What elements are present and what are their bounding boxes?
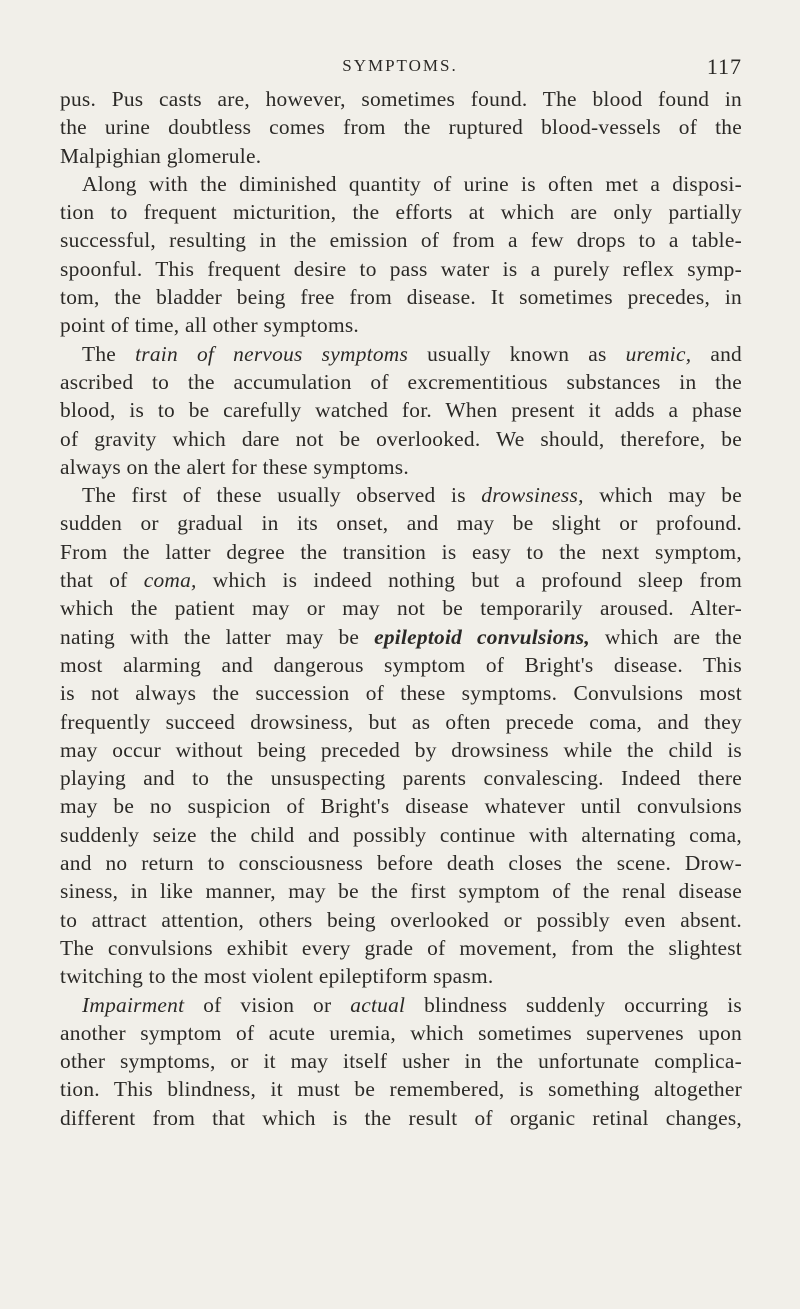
text-segment: that of <box>60 568 144 593</box>
text-segment: other symptoms, or it may itself usher in the unfortunate complica- <box>60 1049 742 1074</box>
text-segment: and no return to consciousness before death closes the scene. Drow- <box>60 851 742 876</box>
text-segment: frequently succeed drowsiness, but as often precede coma, and they <box>60 709 742 734</box>
text-line <box>60 142 742 170</box>
text-segment: may be no suspicion of Bright's disease whatever until convulsions <box>60 794 742 819</box>
text-segment: siness, in like manner, may be the first symptom of the renal disease <box>60 879 742 904</box>
text-line <box>60 255 742 283</box>
text-line <box>60 453 742 481</box>
text-segment: which are the <box>589 624 742 649</box>
text-segment: which the patient may or may not be temporarily aroused. Alter- <box>60 596 742 621</box>
text-segment: to attract attention, others being overlooked or possibly even absent. <box>60 907 742 932</box>
text-line <box>60 934 742 962</box>
text-segment: always on the alert for these symptoms. <box>60 454 409 479</box>
body-text <box>60 85 742 1132</box>
text-segment: of gravity which dare not be overlooked. We should, therefore, be <box>60 426 742 451</box>
text-line <box>60 311 742 339</box>
text-line <box>60 538 742 566</box>
text-segment: is not always the succession of these symptoms. Convulsions most <box>60 681 742 706</box>
text-segment: tion. This blindness, it must be remembered, is something altogether <box>60 1077 742 1102</box>
text-line <box>60 594 742 622</box>
text-segment: tom, the bladder being free from disease. It sometimes precedes, in <box>60 285 742 310</box>
text-line <box>60 736 742 764</box>
emphasis-text: epileptoid convulsions, <box>374 624 590 649</box>
text-segment: another symptom of acute uremia, which sometimes supervenes upon <box>60 1020 742 1045</box>
text-line <box>60 283 742 311</box>
text-line <box>60 764 742 792</box>
page-header <box>0 54 800 84</box>
text-line <box>60 1047 742 1075</box>
text-segment: which is indeed nothing but a profound sleep from <box>196 568 742 593</box>
text-line <box>60 821 742 849</box>
text-segment: successful, resulting in the emission of from a few drops to a table- <box>60 228 742 253</box>
text-segment: ascribed to the accumulation of excrementitious substances in the <box>60 369 742 394</box>
text-segment: nating with the latter may be <box>60 624 375 649</box>
text-segment: From the latter degree the transition is easy to the next symptom, <box>60 539 742 564</box>
text-segment: blood, is to be carefully watched for. When present it adds a phase <box>60 398 742 423</box>
text-line <box>60 1019 742 1047</box>
text-line <box>60 198 742 226</box>
text-line <box>60 566 742 594</box>
text-line <box>60 708 742 736</box>
text-line <box>60 877 742 905</box>
text-line <box>60 113 742 141</box>
text-line <box>60 962 742 990</box>
emphasis-text: Impairment <box>82 992 185 1017</box>
text-line <box>60 1075 742 1103</box>
text-line <box>60 85 742 113</box>
text-segment: Along with the diminished quantity of urine is often met a disposi- <box>82 171 742 196</box>
text-segment: twitching to the most violent epileptiform spasm. <box>60 964 494 989</box>
page-number: 117 <box>706 54 742 79</box>
text-segment: the urine doubtless comes from the ruptured blood-vessels of the <box>60 115 742 140</box>
text-line <box>60 679 742 707</box>
text-line <box>60 651 742 679</box>
text-line <box>60 396 742 424</box>
text-segment: Malpighian glomerule. <box>60 143 262 168</box>
text-segment: suddenly seize the child and possibly continue with alternating coma, <box>60 822 742 847</box>
text-line <box>60 792 742 820</box>
text-line <box>60 425 742 453</box>
text-segment: of vision or <box>184 992 351 1017</box>
text-line <box>60 368 742 396</box>
text-line <box>60 849 742 877</box>
emphasis-text: coma, <box>143 568 197 593</box>
emphasis-text: train of nervous symptoms <box>135 341 409 366</box>
text-segment: The first of these usually observed is <box>82 483 482 508</box>
text-line <box>60 170 742 198</box>
text-segment: The <box>82 341 136 366</box>
text-segment: different from that which is the result of organic retinal changes, <box>60 1105 742 1130</box>
text-segment: tion to frequent micturition, the efforts at which are only partially <box>60 200 742 225</box>
text-line <box>60 906 742 934</box>
text-line <box>60 623 742 651</box>
emphasis-text: actual <box>350 992 406 1017</box>
text-line <box>60 509 742 537</box>
text-segment: usually known as <box>408 341 626 366</box>
running-head: SYMPTOMS. <box>342 56 458 75</box>
text-segment: point of time, all other symptoms. <box>60 313 360 338</box>
text-line <box>60 226 742 254</box>
text-segment: spoonful. This frequent desire to pass water is a purely reflex symp- <box>60 256 742 281</box>
text-segment: blindness suddenly occurring is <box>405 992 742 1017</box>
text-segment: pus. Pus casts are, however, sometimes found. The blood found in <box>60 87 742 111</box>
text-line <box>60 481 742 509</box>
text-segment: The convulsions exhibit every grade of movement, from the slightest <box>60 935 742 960</box>
text-segment: which may be <box>583 483 742 508</box>
text-segment: most alarming and dangerous symptom of Bright's disease. This <box>60 652 742 677</box>
emphasis-text: drowsiness, <box>481 483 584 508</box>
text-segment: may occur without being preceded by drowsiness while the child is <box>60 737 742 762</box>
text-line <box>60 991 742 1019</box>
text-segment: sudden or gradual in its onset, and may be slight or profound. <box>60 511 742 536</box>
emphasis-text: uremic, <box>625 341 692 366</box>
text-segment: playing and to the unsuspecting parents convalescing. Indeed there <box>60 766 742 791</box>
text-line <box>60 340 742 368</box>
text-segment: and <box>691 341 742 366</box>
text-line <box>60 1104 742 1132</box>
